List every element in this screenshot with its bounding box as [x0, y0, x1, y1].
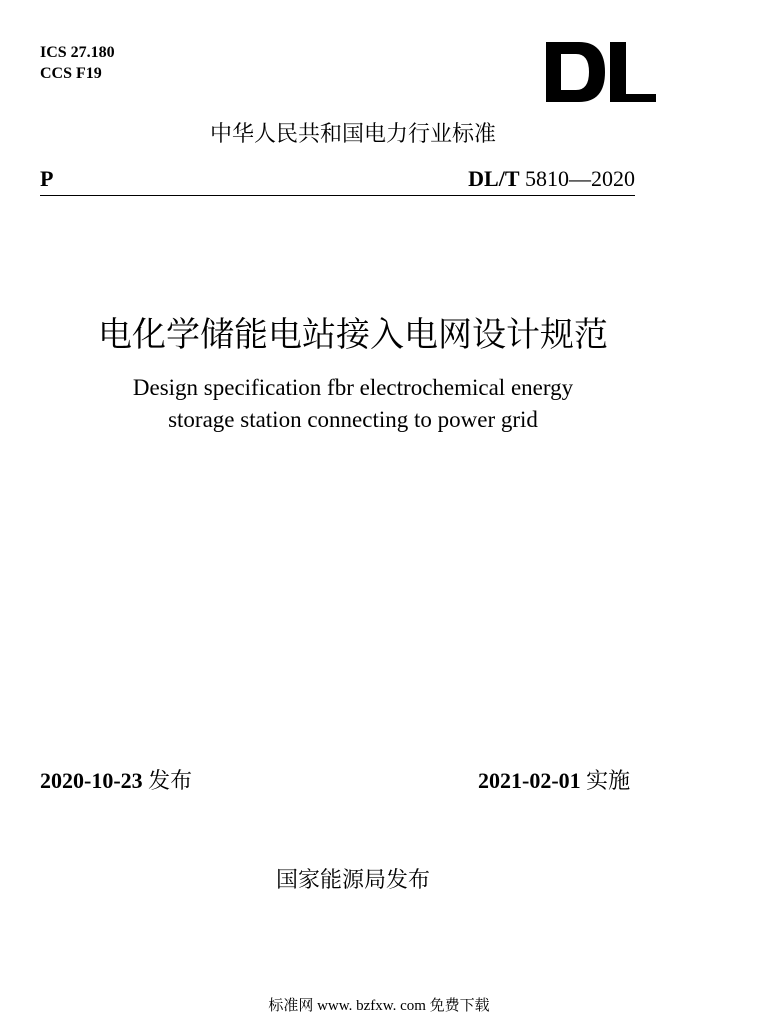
download-footer: 标准网 www. bzfxw. com 免费下载: [268, 998, 490, 1014]
title-en-line-2: storage station connecting to power grid: [168, 407, 538, 432]
issue-date-value: 2020-10-23: [40, 768, 143, 793]
dl-logo-mark: [543, 22, 659, 114]
publisher: 国家能源局发布: [275, 868, 430, 893]
dl-logo: [543, 22, 659, 114]
standard-code-number: 5810—2020: [519, 166, 635, 191]
standard-code-type: DL/T: [468, 166, 520, 191]
industry-standard-name: 中华人民共和国电力行业标准: [209, 122, 496, 147]
ccs-code: CCS F19: [40, 65, 102, 82]
document-title-en: [0, 372, 706, 436]
effective-date-value: 2021-02-01: [478, 768, 581, 793]
document-title-cn: 电化学储能电站接入电网设计规范: [98, 315, 608, 355]
title-en-line-1: Design specification fbr electrochemical energy: [132, 375, 574, 400]
ics-code: ICS 27.180: [40, 44, 115, 61]
standard-code: [468, 163, 635, 195]
effective-date-suffix: 实施: [586, 769, 631, 794]
issue-date-suffix: 发布: [148, 769, 193, 794]
effective-date: [478, 766, 630, 797]
code-prefix: P: [40, 166, 54, 191]
standard-code-line: [40, 163, 635, 196]
issue-date: [40, 766, 192, 797]
classification-codes: [40, 42, 115, 84]
